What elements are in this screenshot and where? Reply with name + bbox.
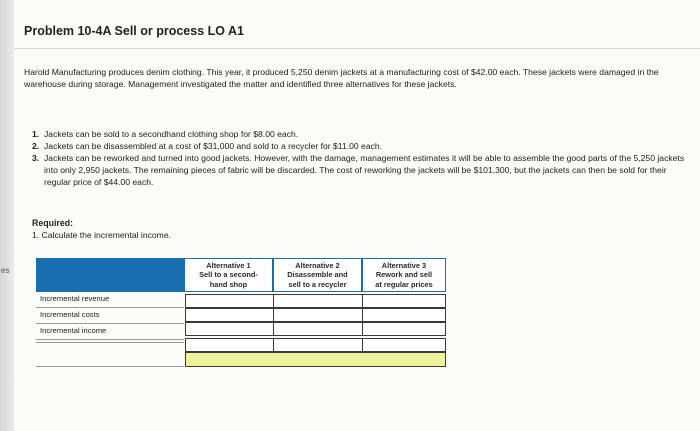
blank-row-alt1-input[interactable]: [185, 338, 274, 352]
incremental-costs-alt2-input[interactable]: [273, 308, 363, 322]
alternatives-list: [32, 128, 692, 188]
column-header-line: sell to a recycler: [288, 279, 347, 289]
incremental-costs-alt3-input[interactable]: [362, 308, 446, 322]
problem-title: Problem 10-4A Sell or process LO A1: [24, 24, 244, 38]
left-edge-shadow: [0, 0, 14, 431]
column-header-alternative-2: [274, 259, 361, 291]
row-divider: [36, 339, 184, 340]
incremental-revenue-alt3-input[interactable]: [362, 294, 446, 308]
cut-off-sidebar-text: es: [1, 266, 10, 275]
row-divider: [36, 323, 184, 324]
incremental-revenue-alt2-input[interactable]: [273, 294, 363, 308]
alternative-text: Jackets can be disassembled at a cost of $31,000 and sold to a recycler for $11.00 each.: [44, 141, 383, 151]
incremental-income-alt1-input[interactable]: [185, 322, 274, 336]
row-label-incremental-costs: Incremental costs: [40, 310, 100, 319]
incremental-income-alt3-input[interactable]: [362, 322, 446, 336]
column-header-line: Sell to a second-: [199, 270, 258, 280]
blank-row-alt2-input[interactable]: [273, 338, 363, 352]
alternative-item: [32, 128, 692, 140]
column-header-line: Rework and sell: [375, 270, 433, 280]
alternative-number: 2.: [32, 141, 40, 151]
column-header-alternative-3: [363, 259, 445, 291]
row-divider: [36, 342, 184, 343]
highlighted-answer-row[interactable]: [185, 352, 446, 367]
column-header-line: Alternative 3: [381, 260, 427, 270]
required-text: 1. Calculate the incremental income.: [32, 230, 172, 240]
alternative-text: Jackets can be sold to a secondhand clothing shop for $8.00 each.: [44, 129, 299, 139]
row-label-incremental-revenue: Incremental revenue: [40, 294, 110, 303]
row-divider: [36, 307, 184, 308]
required-label: Required:: [32, 218, 74, 228]
column-header-line: Alternative 2: [295, 260, 340, 270]
incremental-costs-alt1-input[interactable]: [185, 308, 274, 322]
blank-row-alt3-input[interactable]: [362, 338, 446, 352]
column-header-line: hand shop: [209, 279, 248, 289]
incremental-income-alt2-input[interactable]: [273, 322, 363, 336]
incremental-income-table: [36, 258, 446, 370]
alternative-item: [32, 140, 692, 152]
incremental-revenue-alt1-input[interactable]: [185, 294, 274, 308]
alternative-text: Jackets can be reworked and turned into good jackets. However, with the damage, management estimates it will be able to assemble the good parts of the 5,250 jackets into only 2,950 jackets. The remaining pieces of fabric will be discarded. The cost of reworking the jackets will be $101,300, but the jackets can then be sold for their regular price of $44.00 each.: [44, 153, 685, 187]
problem-intro: Harold Manufacturing produces denim clothing. This year, it produced 5,250 denim jackets at a manufacturing cost of $42.00 each. These jackets were damaged in the warehouse during storage. Management investigated the matter and identified three alternatives for these jackets.: [24, 67, 659, 89]
column-header-line: Disassemble and: [287, 270, 348, 280]
alternative-number: 1.: [32, 129, 40, 139]
alternative-number: 3.: [32, 153, 40, 163]
row-label-incremental-income: Incremental income: [40, 326, 107, 335]
title-divider: [14, 48, 700, 49]
column-header-line: Alternative 1: [206, 260, 251, 270]
row-divider: [36, 366, 184, 367]
column-header-line: at regular prices: [375, 279, 433, 289]
column-header-alternative-1: [185, 259, 272, 291]
alternative-item: [32, 152, 692, 188]
